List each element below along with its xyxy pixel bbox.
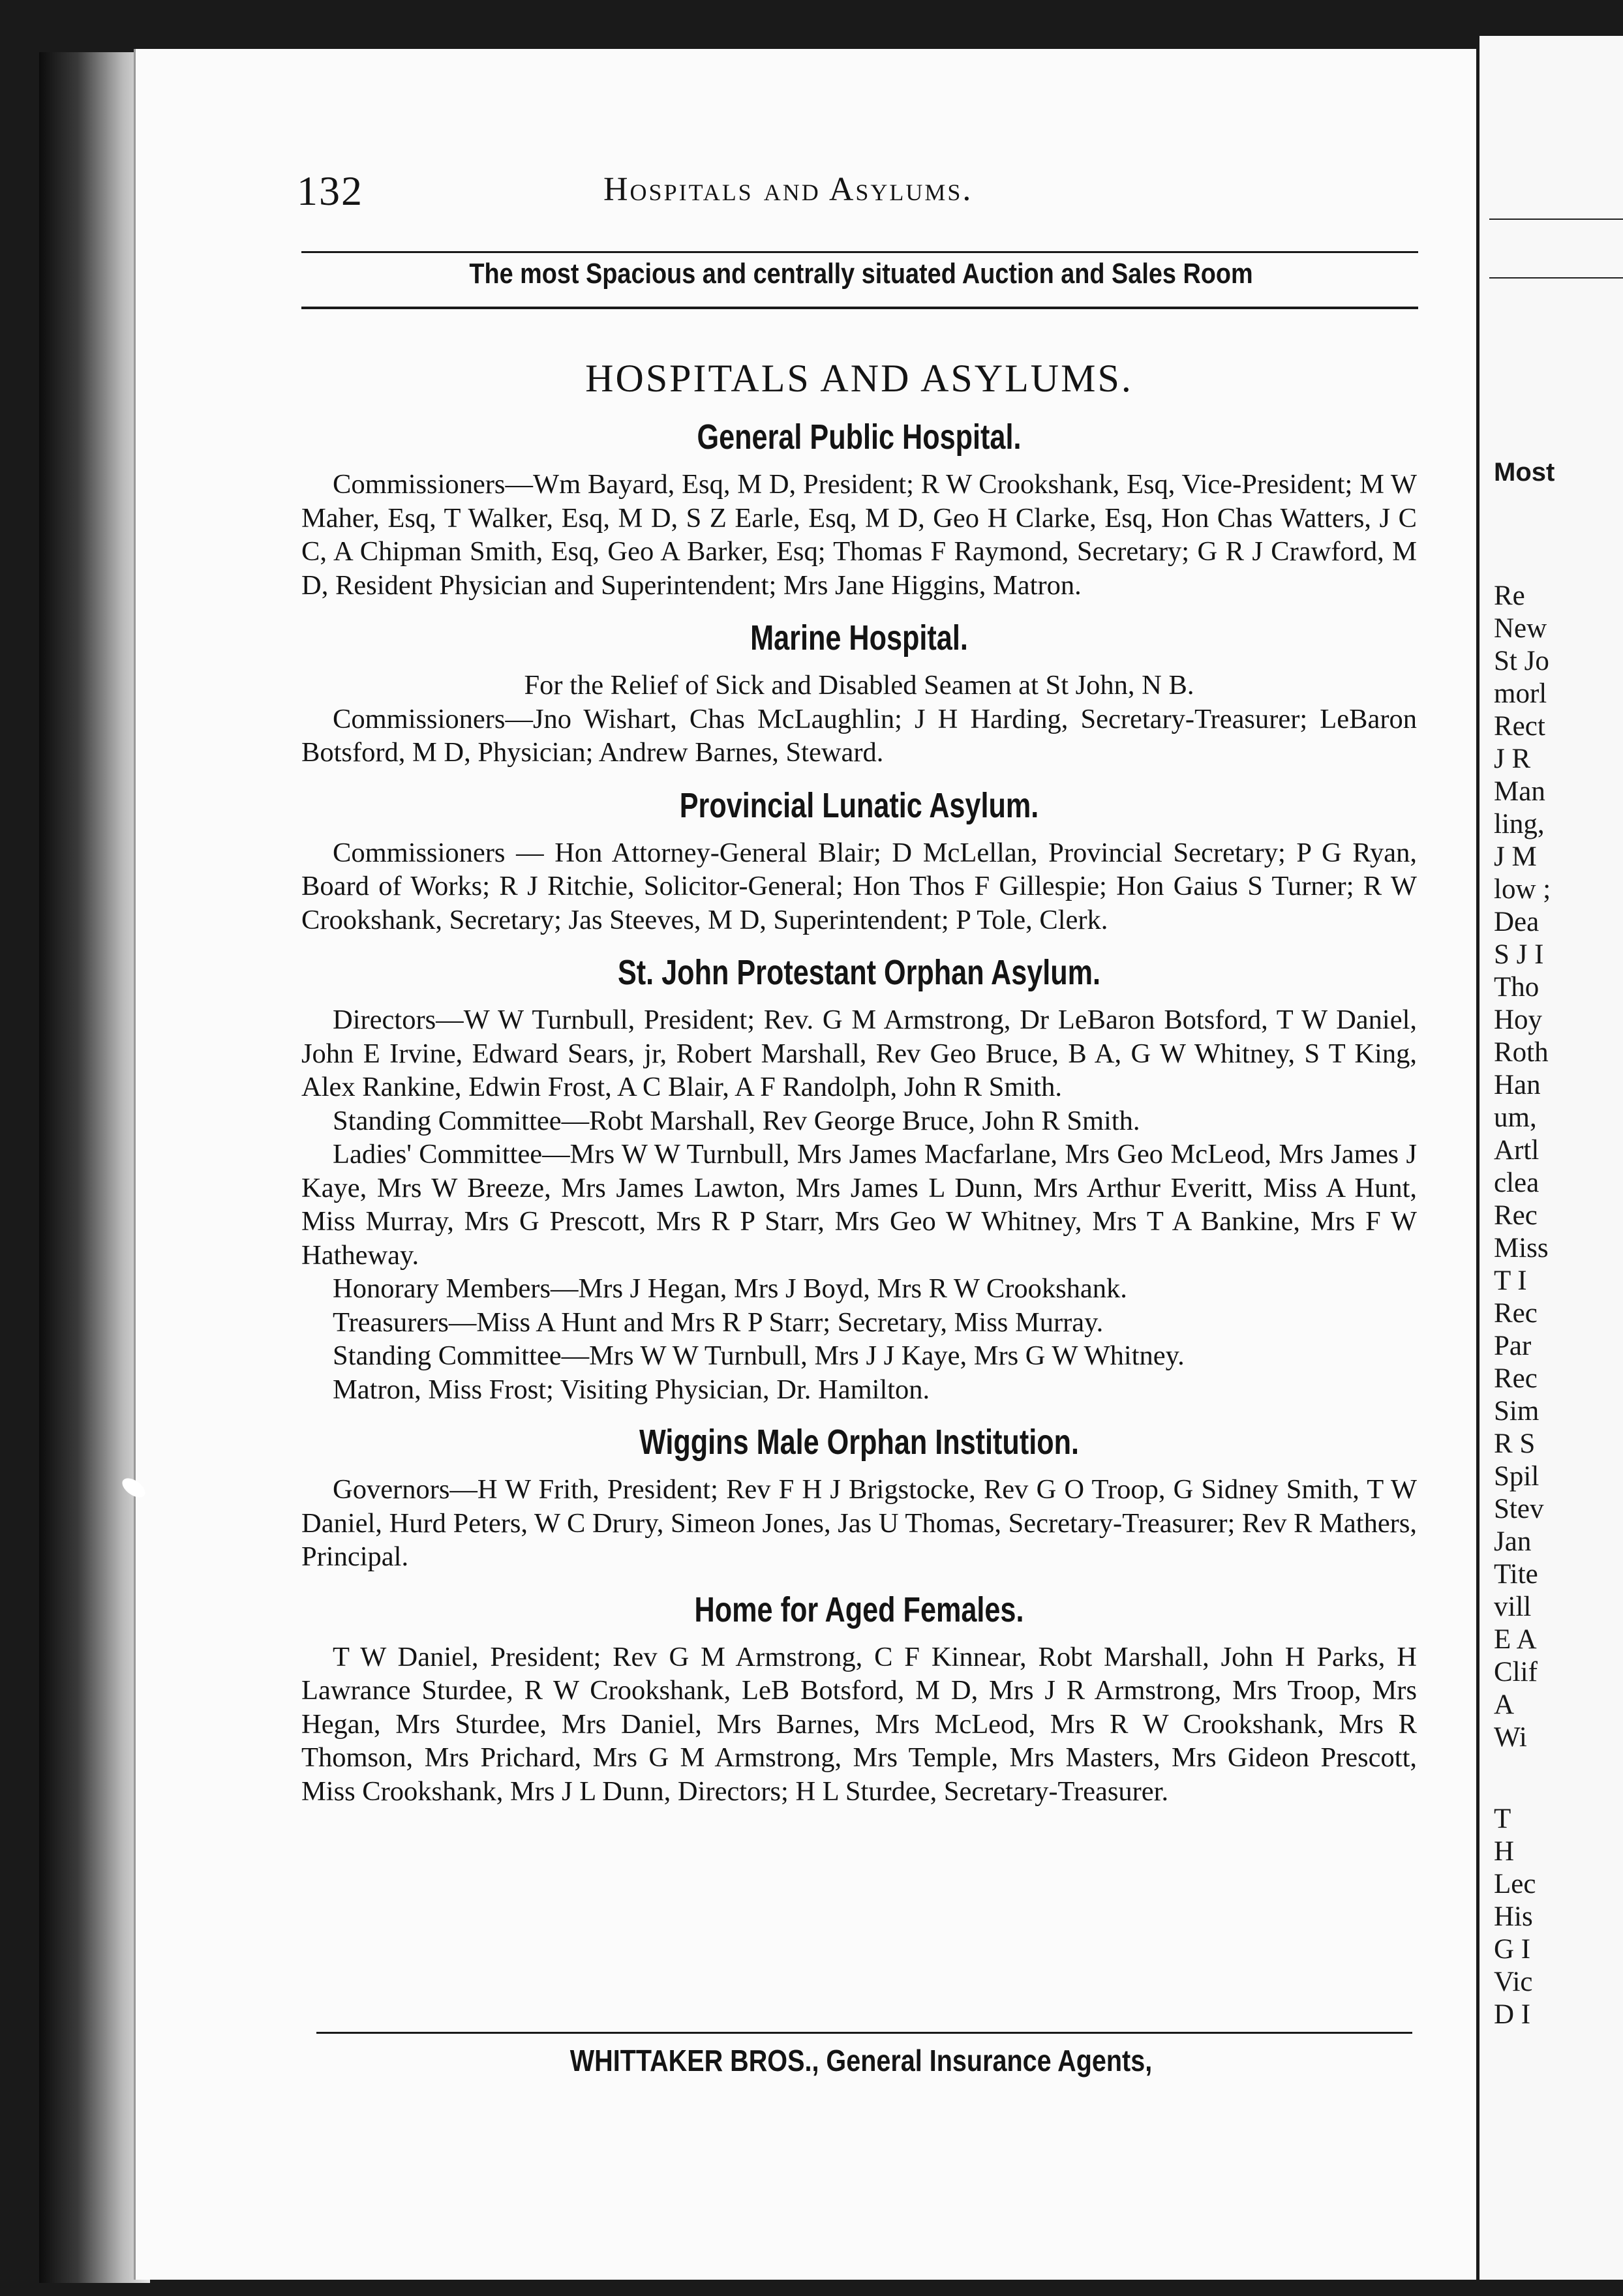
- adjacent-page-fragment: Stev: [1494, 1494, 1544, 1524]
- section-paragraph: Governors—H W Frith, President; Rev F H J Brigstocke, Rev G O Troop, G Sidney Smith, T W Daniel, Hurd Peters, W C Drury, Simeon Jones, Jas U Thomas, Secretary-Treasurer; Rev R Mathers, Principal.: [301, 1474, 1417, 1572]
- adjacent-page-fragment: Vic: [1494, 1967, 1533, 1997]
- adjacent-page-fragment: Hoy: [1494, 1004, 1543, 1035]
- adjacent-page-fragment: E A: [1494, 1624, 1537, 1655]
- adjacent-page-fragment: Wi: [1494, 1722, 1527, 1753]
- header-rule-bottom: [301, 307, 1418, 309]
- adjacent-page-fragment: Re: [1494, 581, 1525, 611]
- adjacent-page-fragment: Tite: [1494, 1559, 1538, 1590]
- adjacent-page-fragment: morl: [1494, 678, 1547, 709]
- adjacent-page-fragment: H: [1494, 1836, 1515, 1867]
- main-title: HOSPITALS AND ASYLUMS.: [585, 357, 1133, 400]
- adjacent-page-fragment: D I: [1494, 1999, 1531, 2030]
- section-paragraph: Standing Committee—Robt Marshall, Rev George Bruce, John R Smith.: [333, 1105, 1140, 1136]
- adjacent-page-fragment: Artl: [1494, 1135, 1540, 1166]
- adjacent-rule-bottom: [1489, 277, 1623, 279]
- section-paragraph: Commissioners — Hon Attorney-General Blair; D McLellan, Provincial Secretary; P G Ryan, Board of Works; R J Ritchie, Solicitor-General; Hon Thos F Gillespie; Hon Gaius S Turner; R W Crookshank, Secretary; Jas Steeves, M D, Superintendent; P Tole, Clerk.: [301, 837, 1417, 935]
- running-head: Hospitals and Asylums.: [603, 171, 973, 208]
- section-paragraph: Commissioners—Wm Bayard, Esq, M D, President; R W Crookshank, Esq, Vice-President; M W Maher, Esq, T Walker, Esq, M D, S Z Earle, Esq, M D, Geo H Clarke, Esq, Hon Chas Watters, J C C, A Chipman Smith, Esq, Geo A Barker, Esq; Thomas F Raymond, Secretary; G R J Crawford, M D, Resident Physician and Superintendent; Mrs Jane Higgins, Matron.: [301, 469, 1417, 601]
- section-title: Wiggins Male Orphan Institution.: [639, 1423, 1079, 1462]
- adjacent-page-fragment: Miss: [1494, 1233, 1549, 1263]
- adjacent-page-fragment: Sim: [1494, 1396, 1540, 1427]
- adjacent-page-fragment: ling,: [1494, 809, 1545, 839]
- adjacent-page-fragment: Tho: [1494, 972, 1540, 1003]
- adjacent-page: [1479, 36, 1623, 2280]
- adjacent-page-fragment: Most: [1494, 458, 1555, 487]
- section-paragraph: Ladies' Committee—Mrs W W Turnbull, Mrs James Macfarlane, Mrs Geo McLeod, Mrs James J Kaye, Mrs W Breeze, Mrs James Lawton, Mrs James L Dunn, Mrs Arthur Everitt, Miss A Hunt, Miss Murray, Mrs G Prescott, Mrs R P Starr, Mrs Geo W Whitney, Mrs T A Bankine, Mrs F W Hatheway.: [301, 1139, 1417, 1271]
- adjacent-rule-top: [1489, 219, 1623, 220]
- sections-container: [301, 415, 1417, 1808]
- bottom-banner-advert: WHITTAKER BROS., General Insurance Agents,: [569, 2044, 1153, 2077]
- adjacent-page-fragment: um,: [1494, 1102, 1537, 1133]
- adjacent-page-fragment: St Jo: [1494, 646, 1549, 676]
- adjacent-page-fragment: S J I: [1494, 939, 1544, 970]
- adjacent-page-fragment: Dea: [1494, 907, 1540, 937]
- section-paragraph: For the Relief of Sick and Disabled Seamen at St John, N B.: [524, 670, 1194, 701]
- adjacent-page-fragment: Rect: [1494, 711, 1545, 742]
- top-banner-advert: The most Spacious and centrally situated Auction and Sales Room: [469, 258, 1253, 290]
- adjacent-page-fragment: Han: [1494, 1070, 1541, 1100]
- adjacent-page-fragment: Par: [1494, 1331, 1532, 1361]
- adjacent-page-fragment: A: [1494, 1689, 1515, 1720]
- adjacent-page-fragment: Roth: [1494, 1037, 1549, 1068]
- adjacent-page-fragment: Lec: [1494, 1869, 1536, 1899]
- section-title: Marine Hospital.: [750, 618, 968, 657]
- adjacent-page-fragment: New: [1494, 613, 1547, 644]
- section-paragraph: Standing Committee—Mrs W W Turnbull, Mrs J J Kaye, Mrs G W Whitney.: [333, 1340, 1185, 1371]
- adjacent-page-fragment: J M: [1494, 841, 1537, 872]
- adjacent-page-fragment: Rec: [1494, 1363, 1538, 1394]
- section-paragraph: Honorary Members—Mrs J Hegan, Mrs J Boyd, Mrs R W Crookshank.: [333, 1273, 1127, 1304]
- section-title: St. John Protestant Orphan Asylum.: [617, 953, 1101, 992]
- adjacent-page-fragment: Spil: [1494, 1461, 1540, 1492]
- section-paragraph: T W Daniel, President; Rev G M Armstrong, C F Kinnear, Robt Marshall, John H Parks, H Lawrance Sturdee, R W Crookshank, LeB Botsford, M D, Mrs J R Armstrong, Mrs Troop, Mrs Hegan, Mrs Sturdee, Mrs Daniel, Mrs Barnes, Mrs McLeod, Mrs R W Crookshank, Mrs R Thomson, Mrs Prichard, Mrs G M Armstrong, Mrs Temple, Mrs Masters, Mrs Gideon Prescott, Miss Crookshank, Mrs J L Dunn, Directors; H L Sturdee, Secretary-Treasurer.: [301, 1641, 1417, 1807]
- adjacent-page-fragment: Clif: [1494, 1657, 1538, 1687]
- adjacent-page-fragment: Jan: [1494, 1526, 1532, 1557]
- section-paragraph: Matron, Miss Frost; Visiting Physician, Dr. Hamilton.: [333, 1374, 930, 1405]
- page-number: 132: [297, 168, 363, 214]
- footer-rule: [316, 2032, 1412, 2034]
- section-title: Home for Aged Females.: [694, 1590, 1024, 1629]
- section-paragraph: Directors—W W Turnbull, President; Rev. G M Armstrong, Dr LeBaron Botsford, T W Daniel, John E Irvine, Edward Sears, jr, Robert Marshall, Rev Geo Bruce, B A, G W Whitney, S T King, Alex Rankine, Edwin Frost, A C Blair, A F Randolph, John R Smith.: [301, 1004, 1417, 1102]
- adjacent-page-fragment: low ;: [1494, 874, 1551, 905]
- adjacent-page-fragment: Rec: [1494, 1298, 1538, 1329]
- adjacent-page-fragment: T: [1494, 1804, 1511, 1834]
- adjacent-page-fragment: R S: [1494, 1428, 1536, 1459]
- adjacent-page-fragment: His: [1494, 1901, 1533, 1932]
- section-paragraph: Treasurers—Miss A Hunt and Mrs R P Starr; Secretary, Miss Murray.: [333, 1307, 1104, 1338]
- section-title: General Public Hospital.: [697, 417, 1022, 457]
- adjacent-page-fragment: G I: [1494, 1934, 1531, 1965]
- adjacent-page-fragment: J R: [1494, 744, 1531, 774]
- section-paragraph: Commissioners—Jno Wishart, Chas McLaughlin; J H Harding, Secretary-Treasurer; LeBaron Botsford, M D, Physician; Andrew Barnes, Steward.: [301, 703, 1417, 768]
- adjacent-page-fragment: Rec: [1494, 1200, 1538, 1231]
- page-content: [301, 355, 1417, 1808]
- adjacent-page-fragment: clea: [1494, 1168, 1540, 1198]
- header-rule-top: [301, 251, 1418, 253]
- adjacent-page-fragment: vill: [1494, 1592, 1532, 1622]
- adjacent-page-fragment: Man: [1494, 776, 1545, 807]
- section-title: Provincial Lunatic Asylum.: [679, 785, 1039, 825]
- adjacent-page-fragment: T I: [1494, 1265, 1527, 1296]
